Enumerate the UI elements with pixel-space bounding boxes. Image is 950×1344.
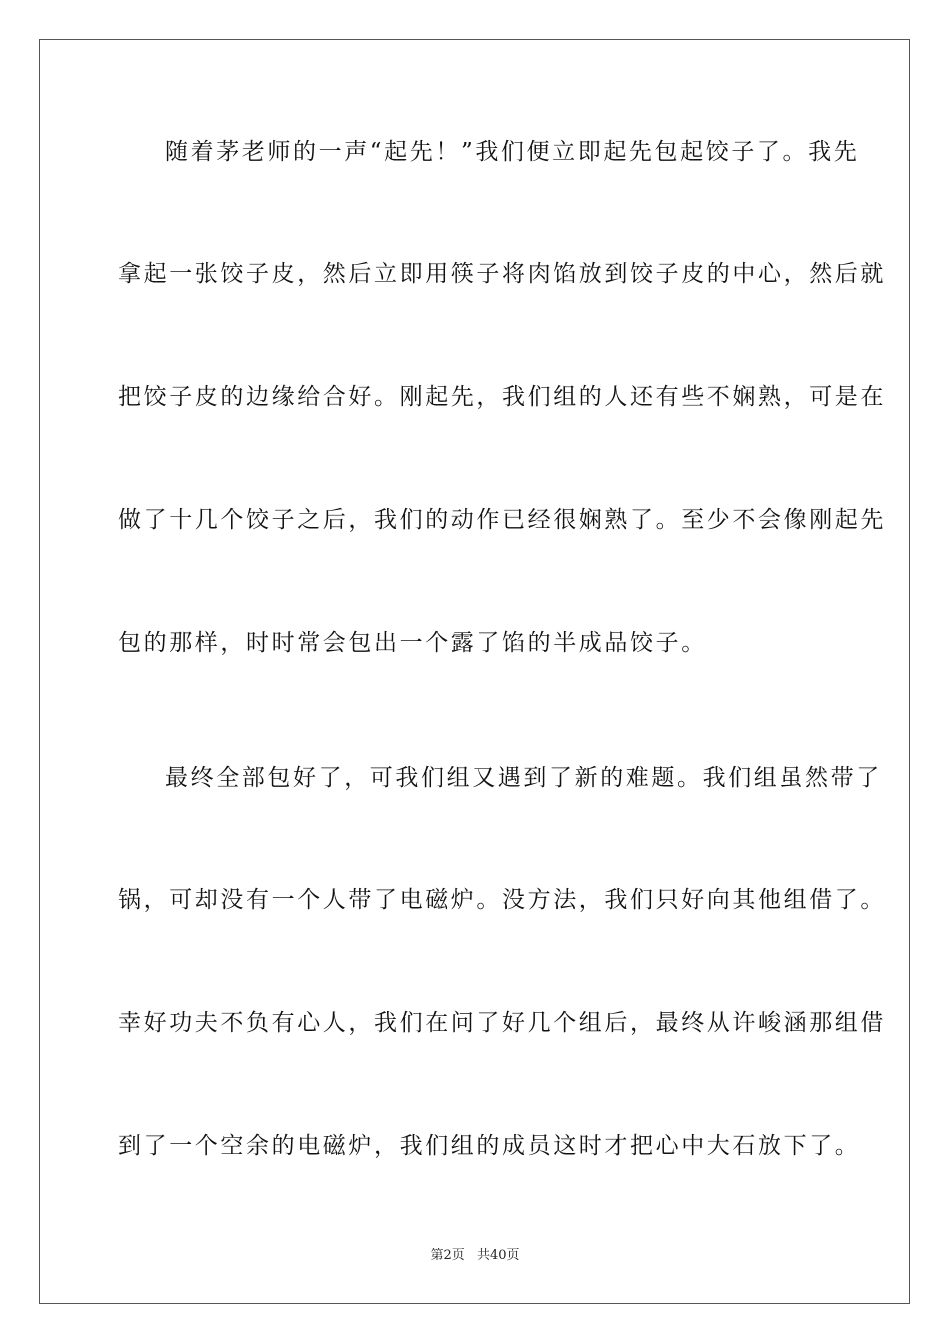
text-line: 拿起一张饺子皮，然后立即用筷子将肉馅放到饺子皮的中心，然后就 — [118, 261, 886, 287]
text-line: 把饺子皮的边缘给合好。刚起先，我们组的人还有些不娴熟，可是在 — [118, 384, 886, 410]
text-line: 到了一个空余的电磁炉，我们组的成员这时才把心中大石放下了。 — [118, 1133, 861, 1159]
text-line: 锅，可却没有一个人带了电磁炉。没方法，我们只好向其他组借了。 — [118, 887, 886, 913]
page-total: 共40页 — [476, 1248, 520, 1263]
text-line: 幸好功夫不负有心人，我们在问了好几个组后，最终从许峻涵那组借 — [118, 1010, 886, 1036]
text-line: 随着茅老师的一声“起先！”我们便立即起先包起饺子了。我先 — [165, 139, 860, 165]
page-frame — [39, 39, 910, 1304]
page-number: 第2页 — [430, 1248, 465, 1263]
text-line: 最终全部包好了，可我们组又遇到了新的难题。我们组虽然带了 — [165, 765, 882, 791]
page-footer — [0, 1247, 950, 1265]
text-line: 包的那样，时时常会包出一个露了馅的半成品饺子。 — [118, 630, 707, 656]
text-line: 做了十几个饺子之后，我们的动作已经很娴熟了。至少不会像刚起先 — [118, 507, 886, 533]
